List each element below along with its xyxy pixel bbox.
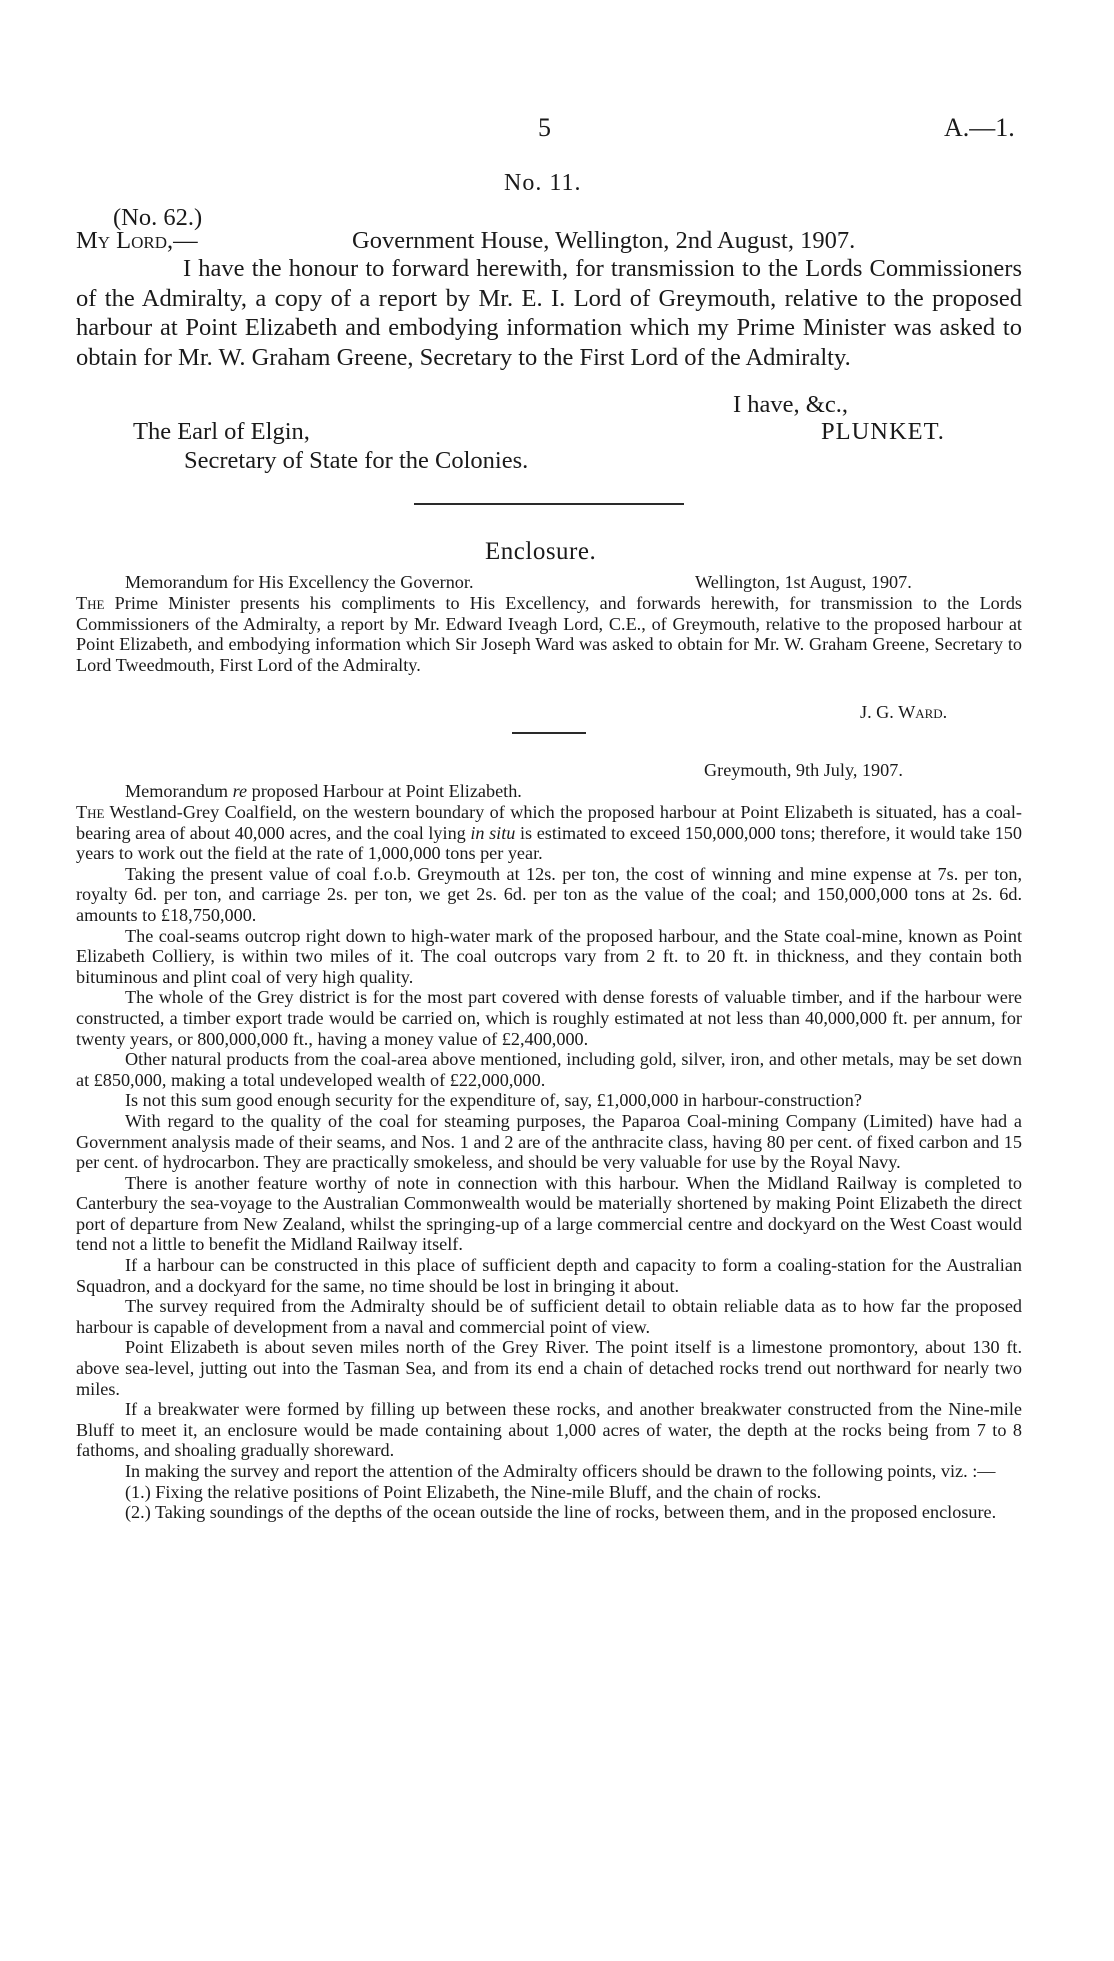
report-paragraph: Other natural products from the coal-area above mentioned, including gold, silver, iron, and other metals, may be set down at £850,000, making a total undeveloped wealth of £22,000,000. xyxy=(76,1049,1022,1090)
document-number-heading: No. 11. xyxy=(504,170,582,196)
signature: PLUNKET. xyxy=(821,418,945,445)
enclosure-heading: Enclosure. xyxy=(485,538,597,565)
report-first-italic: in situ xyxy=(470,822,516,843)
report-paragraph: Taking the present value of coal f.o.b. Greymouth at 12s. per ton, the cost of winning and mine expense at 7s. per ton, royalty 6d. per ton, and carriage 2s. per ton, we get 2s. 6d. per ton as the value of the coal; and 150,000,000 tons at 2s. 6d. amounts to £18,750,000. xyxy=(76,863,1022,925)
document-reference: A.—1. xyxy=(944,113,1015,142)
report-paragraph: (1.) Fixing the relative positions of Point Elizabeth, the Nine-mile Bluff, and the chain of rocks. xyxy=(125,1481,822,1502)
page-number: 5 xyxy=(538,113,551,142)
memo-date: Wellington, 1st August, 1907. xyxy=(695,572,912,592)
report-paragraph: The coal-seams outcrop right down to high-water mark of the proposed harbour, and the State coal-mine, known as Point Elizabeth Colliery, is within two miles of it. The coal outcrops vary from 2 ft. to 20 ft. in thickness, and they contain both bituminous and plint coal of very high quality. xyxy=(76,925,1022,987)
memo-paragraph xyxy=(76,593,1022,675)
memo-signature: J. G. Ward. xyxy=(860,702,948,722)
despatch-origin-date: Government House, Wellington, 2nd August, 1907. xyxy=(352,227,856,254)
despatch-body xyxy=(76,254,1022,373)
report-title-post: proposed Harbour at Point Elizabeth. xyxy=(247,781,522,801)
report-paragraph: The whole of the Grey district is for the most part covered with dense forests of valuable timber, and if the harbour were constructed, a timber export trade would be carried on, which is roughly estimated at not less than 40,000,000 ft. per annum, for twenty years, or 800,000,000 ft., having a money value of £2,400,000. xyxy=(76,987,1022,1049)
report-paragraph: Point Elizabeth is about seven miles north of the Grey River. The point itself is a limestone promontory, about 130 ft. above sea-level, jutting out into the Tasman Sea, and from its end a chain of detached rocks trend out northward for nearly two miles. xyxy=(76,1337,1022,1399)
despatch-number: (No. 62.) xyxy=(113,204,203,231)
short-divider xyxy=(512,732,586,734)
report-body xyxy=(76,802,1022,1523)
report-paragraph: If a harbour can be constructed in this place of sufficient depth and capacity to form a coaling-station for the Australian Squadron, and a dockyard for the same, no time should be lost in bringing it about. xyxy=(76,1255,1022,1296)
report-first-post: is estimated to exceed 150,000,000 tons; therefore, it would take 150 years to work out the field at the rate of 1,000,000 tons per year. xyxy=(76,822,1022,864)
memo-lead-word: The xyxy=(76,593,105,613)
report-title-re: re xyxy=(232,781,248,801)
report-paragraph: If a breakwater were formed by filling up between these rocks, and another breakwater constructed from the Nine-mile Bluff to meet it, an enclosure would be made containing about 1,000 acres of water, the depth at the rocks being from 7 to 8 fathoms, and shoaling gradually shoreward. xyxy=(76,1399,1022,1461)
addressee: The Earl of Elgin, xyxy=(133,418,310,445)
addressee-title: Secretary of State for the Colonies. xyxy=(184,447,529,474)
report-paragraph: With regard to the quality of the coal for steaming purposes, the Paparoa Coal-mining Company (Limited) have had a Government analysis made of their seams, and Nos. 1 and 2 are of the anthracite class, having 80 per cent. of fixed carbon and 15 per cent. of hydrocarbon. They are practically smokeless, and should be very valuable for use by the Royal Navy. xyxy=(76,1110,1022,1173)
salutation: My Lord,— xyxy=(76,227,198,254)
report-lead-word: The xyxy=(76,802,105,822)
section-divider xyxy=(414,503,684,505)
report-title xyxy=(125,781,522,802)
report-title-pre: Memorandum xyxy=(125,781,233,801)
closing: I have, &c., xyxy=(733,391,848,418)
report-paragraph: (2.) Taking soundings of the depths of the ocean outside the line of rocks, between them, and in the proposed enclosure. xyxy=(125,1502,997,1523)
report-paragraph: Is not this sum good enough security for the expenditure of, say, £1,000,000 in harbour-construction? xyxy=(125,1090,862,1111)
report-paragraph: There is another feature worthy of note in connection with this harbour. When the Midland Railway is completed to Canterbury the sea-voyage to the Australian Commonwealth would be materially shortened by making Point Elizabeth the direct port of departure from New Zealand, whilst the springing-up of a large commercial centre and dockyard on the West Coast would tend not a little to benefit the Midland Railway itself. xyxy=(76,1172,1022,1255)
report-paragraph: The survey required from the Admiralty should be of sufficient detail to obtain reliable data as to how far the proposed harbour is capable of development from a naval and commercial point of view. xyxy=(76,1296,1022,1337)
report-first-pre: Westland-Grey Coalfield, on the western boundary of which the proposed harbour at Point Elizabeth is situated, has a coal-bearing area of about 40,000 acres, and the coal lying xyxy=(76,802,1022,843)
memo-body xyxy=(76,593,1022,675)
memo-title: Memorandum for His Excellency the Governor. xyxy=(125,572,474,592)
report-date: Greymouth, 9th July, 1907. xyxy=(704,760,903,780)
memo-text: Prime Minister presents his compliments to His Excellency, and forwards herewith, for transmission to the Lords Commissioners of the Admiralty, a report by Mr. Edward Iveagh Lord, C.E., of Greymouth, relative to the proposed harbour at Point Elizabeth, and embodying information which Sir Joseph Ward was asked to obtain for Mr. W. Graham Greene, Secretary to Lord Tweedmouth, First Lord of the Admiralty. xyxy=(76,593,1022,675)
despatch-body-text: I have the honour to forward herewith, for transmission to the Lords Commissioners of the Admiralty, a copy of a report by Mr. E. I. Lord of Greymouth, relative to the proposed harbour at Point Elizabeth and embodying information which my Prime Minister was asked to obtain for Mr. W. Graham Greene, Secretary to the First Lord of the Admiralty. xyxy=(76,255,1022,372)
report-first-paragraph xyxy=(76,802,1022,864)
report-paragraph: In making the survey and report the attention of the Admiralty officers should be drawn to the following points, viz. :— xyxy=(125,1461,996,1481)
